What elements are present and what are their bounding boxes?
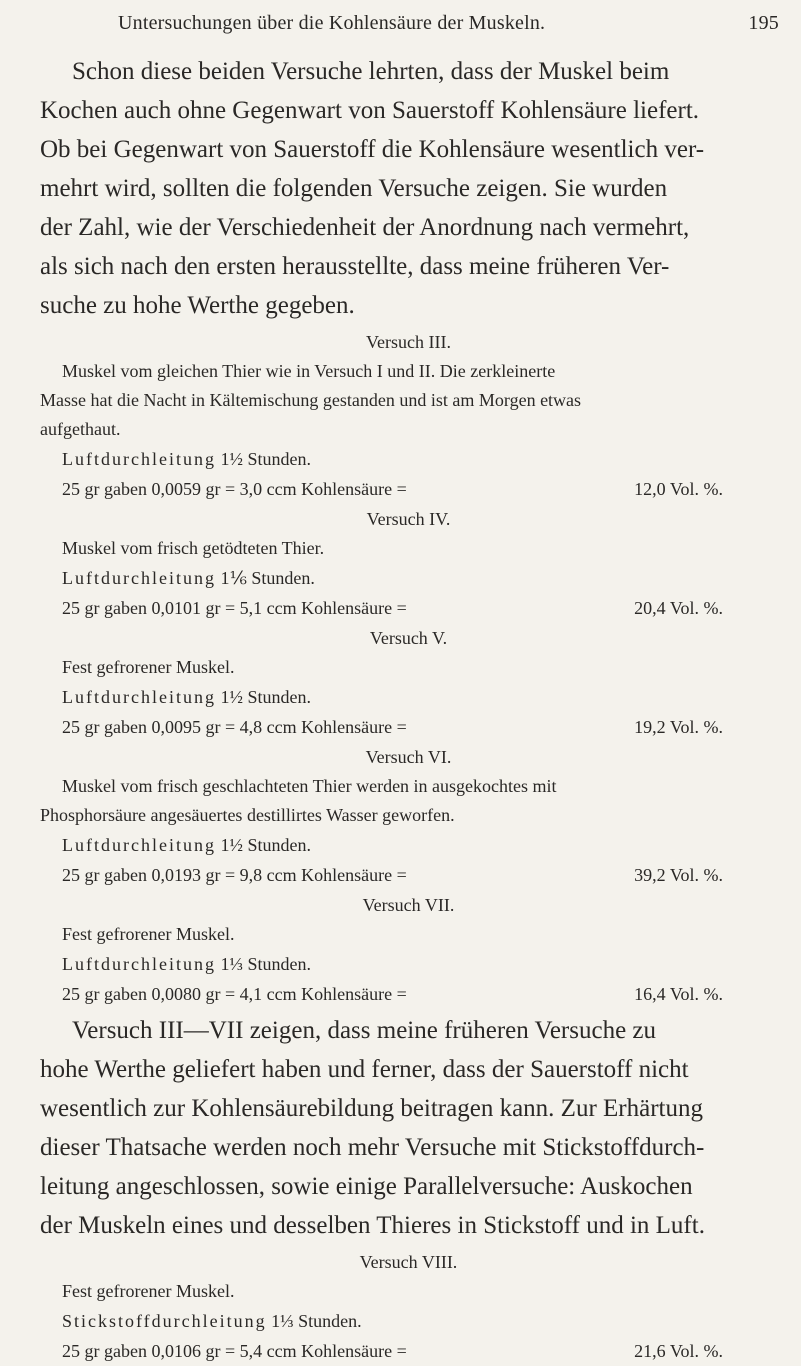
experiment-description: Fest gefrorener Muskel. <box>62 657 235 677</box>
experiment-description: Masse hat die Nacht in Kältemischung gestanden und ist am Morgen etwas <box>40 390 582 410</box>
middle-paragraph <box>40 1011 777 1245</box>
experiment-title: Versuch V. <box>369 628 448 648</box>
experiment-method <box>40 830 777 860</box>
experiment-group-a <box>40 327 777 1009</box>
result-measurement: 25 gr gaben 0,0059 gr = 3,0 ccm Kohlensäure = <box>62 479 407 499</box>
method-label: Luftdurchleitung <box>62 835 216 855</box>
running-title: Untersuchungen über die Kohlensäure der Muskeln. <box>118 12 546 34</box>
experiment-method <box>40 563 777 593</box>
experiment-description: Muskel vom frisch geschlachteten Thier werden in ausgekochtes mit <box>62 776 557 796</box>
result-volume-percent: 16,4 Vol. %. <box>634 984 723 1004</box>
experiment-description: Fest gefrorener Muskel. <box>62 924 235 944</box>
experiment-result <box>40 474 777 504</box>
experiment-description: Phosphorsäure angesäuertes destillirtes Wasser geworfen. <box>40 805 455 825</box>
experiment-result <box>40 712 777 742</box>
experiment-description: aufgethaut. <box>40 419 121 439</box>
result-measurement: 25 gr gaben 0,0101 gr = 5,1 ccm Kohlensäure = <box>62 598 407 618</box>
result-measurement: 25 gr gaben 0,0193 gr = 9,8 ccm Kohlensäure = <box>62 865 407 885</box>
method-label: Luftdurchleitung <box>62 687 216 707</box>
result-volume-percent: 20,4 Vol. %. <box>634 598 723 618</box>
paragraph-line: als sich nach den ersten herausstellte, dass meine früheren Ver- <box>40 253 670 280</box>
experiment-description: Fest gefrorener Muskel. <box>62 1281 235 1301</box>
experiment-description: Muskel vom gleichen Thier wie in Versuch I und II. Die zerkleinerte <box>62 361 556 381</box>
method-label: Stickstoffdurchleitung <box>62 1311 267 1331</box>
paragraph-line: leitung angeschlossen, sowie einige Parallelversuche: Auskochen <box>40 1173 693 1200</box>
method-duration: 1⅓ Stunden. <box>220 954 311 974</box>
paragraph-line: mehrt wird, sollten die folgenden Versuche zeigen. Sie wurden <box>40 175 668 202</box>
result-volume-percent: 21,6 Vol. %. <box>634 1341 723 1361</box>
method-label: Luftdurchleitung <box>62 954 216 974</box>
method-duration: 1½ Stunden. <box>220 449 311 469</box>
method-label: Luftdurchleitung <box>62 568 216 588</box>
experiment-method <box>40 682 777 712</box>
experiment-title: Versuch VII. <box>362 895 455 915</box>
method-label: Luftdurchleitung <box>62 449 216 469</box>
paragraph-line: suche zu hohe Werthe gegeben. <box>40 292 355 319</box>
paragraph-line: Schon diese beiden Versuche lehrten, dass der Muskel beim <box>72 58 670 85</box>
experiment-result <box>40 1336 777 1366</box>
experiment-method <box>40 949 777 979</box>
intro-paragraph <box>40 52 777 325</box>
experiment-result <box>40 860 777 890</box>
experiment-title: Versuch VIII. <box>359 1252 458 1272</box>
paragraph-line: der Zahl, wie der Verschiedenheit der Anordnung nach vermehrt, <box>40 214 690 241</box>
paragraph-line: hohe Werthe geliefert haben und ferner, dass der Sauerstoff nicht <box>40 1056 689 1083</box>
method-duration: 1⅙ Stunden. <box>220 568 315 588</box>
result-volume-percent: 19,2 Vol. %. <box>634 717 723 737</box>
experiment-title: Versuch IV. <box>366 509 451 529</box>
experiment-title: Versuch III. <box>366 332 451 352</box>
experiment-result <box>40 593 777 623</box>
result-measurement: 25 gr gaben 0,0095 gr = 4,8 ccm Kohlensäure = <box>62 717 407 737</box>
method-duration: 1½ Stunden. <box>220 835 311 855</box>
paragraph-line: der Muskeln eines und desselben Thieres in Stickstoff und in Luft. <box>40 1212 705 1239</box>
experiment-result <box>40 979 777 1009</box>
paragraph-line: Versuch III—VII zeigen, dass meine früheren Versuche zu <box>72 1017 657 1044</box>
paragraph-line: wesentlich zur Kohlensäurebildung beitragen kann. Zur Erhärtung <box>40 1095 703 1122</box>
result-volume-percent: 39,2 Vol. %. <box>634 865 723 885</box>
experiment-title: Versuch VI. <box>365 747 452 767</box>
result-measurement: 25 gr gaben 0,0106 gr = 5,4 ccm Kohlensäure = <box>62 1341 407 1361</box>
paragraph-line: dieser Thatsache werden noch mehr Versuche mit Stickstoffdurch- <box>40 1134 705 1161</box>
experiment-method <box>40 444 777 474</box>
page-number: 195 <box>748 12 779 34</box>
page-content <box>40 52 777 1366</box>
experiment-method <box>40 1306 777 1336</box>
result-volume-percent: 12,0 Vol. %. <box>634 479 723 499</box>
result-measurement: 25 gr gaben 0,0080 gr = 4,1 ccm Kohlensäure = <box>62 984 407 1004</box>
paragraph-line: Kochen auch ohne Gegenwart von Sauerstoff Kohlensäure liefert. <box>40 97 700 124</box>
method-duration: 1⅓ Stunden. <box>271 1311 362 1331</box>
method-duration: 1½ Stunden. <box>220 687 311 707</box>
paragraph-line: Ob bei Gegenwart von Sauerstoff die Kohlensäure wesentlich ver- <box>40 136 705 163</box>
experiment-group-b <box>40 1247 777 1366</box>
experiment-description: Muskel vom frisch getödteten Thier. <box>62 538 325 558</box>
page-header <box>118 12 779 35</box>
